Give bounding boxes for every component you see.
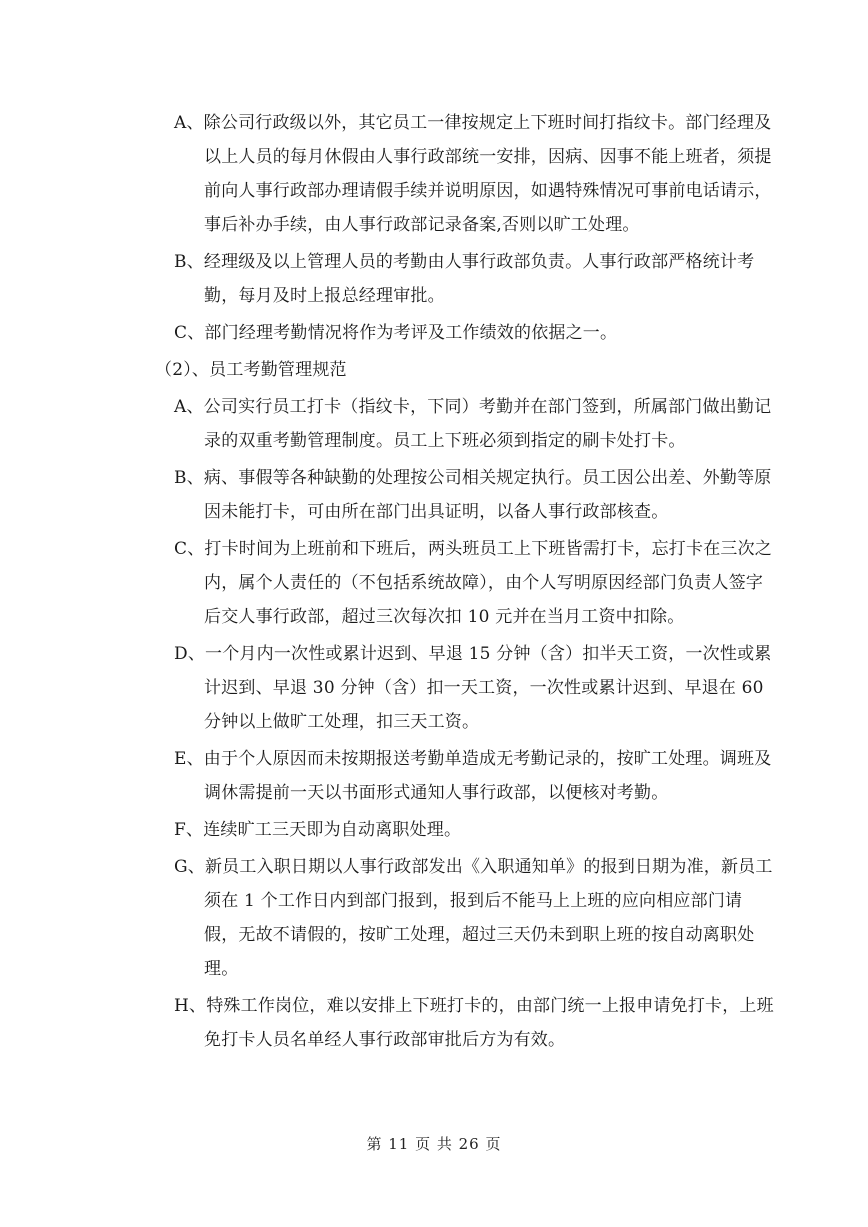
paragraph-a-clock-in-system: A、公司实行员工打卡（指纹卡，下同）考勤并在部门签到，所属部门做出勤记录的双重考勤管理制度。员工上下班必须到指定的刷卡处打卡。 [174,397,772,451]
page-number-footer: 第 11 页 共 26 页 [366,1135,502,1153]
paragraph-e-attendance-slips: E、由于个人原因而未按期报送考勤单造成无考勤记录的，按旷工处理。调班及调休需提前一天以书面形式通知人事行政部，以便核对考勤。 [174,749,772,803]
paragraph-b-manager-attendance: B、经理级及以上管理人员的考勤由人事行政部负责。人事行政部严格统计考勤，每月及时上报总经理审批。 [174,252,755,306]
paragraph-f-absenteeism: F、连续旷工三天即为自动离职处理。 [174,820,462,840]
paragraph-b-absence-handling: B、病、事假等各种缺勤的处理按公司相关规定执行。员工因公出差、外勤等原因未能打卡，可由所在部门出具证明，以备人事行政部核查。 [174,468,772,522]
paragraph-c-manager-evaluation: C、部门经理考勤情况将作为考评及工作绩效的依据之一。 [174,323,618,343]
paragraph-d-late-penalties: D、一个月内一次性或累计迟到、早退 15 分钟（含）扣半天工资，一次性或累计迟到、早退 30 分钟（含）扣一天工资，一次性或累计迟到、早退在 60 分钟以上做旷工处理，扣三天工资。 [174,644,772,732]
paragraph-g-new-employees: G、新员工入职日期以人事行政部发出《入职通知单》的报到日期为准，新员工须在 1 个工作日内到部门报到，报到后不能马上上班的应向相应部门请假，无故不请假的，按旷工处理，超过三天仍未到职上班的按自动离职处理。 [174,857,773,979]
document-body [0,106,868,1060]
paragraph-h-special-positions: H、特殊工作岗位，难以安排上下班打卡的，由部门统一上报申请免打卡，上班免打卡人员名单经人事行政部审批后方为有效。 [174,996,774,1050]
paragraph-a-leave-rules: A、除公司行政级以外，其它员工一律按规定上下班时间打指纹卡。部门经理及以上人员的每月休假由人事行政部统一安排，因病、因事不能上班者，须提前向人事行政部办理请假手续并说明原因，如遇特殊情况可事前电话请示，事后补办手续，由人事行政部记录备案,否则以旷工处理。 [174,113,772,235]
paragraph-c-clock-times: C、打卡时间为上班前和下班后，两头班员工上下班皆需打卡，忘打卡在三次之内，属个人责任的（不包括系统故障），由个人写明原因经部门负责人签字后交人事行政部，超过三次每次扣 10 元并在当月工资中扣除。 [174,539,773,627]
section-heading-attendance-rules: （2）、员工考勤管理规范 [155,360,347,380]
